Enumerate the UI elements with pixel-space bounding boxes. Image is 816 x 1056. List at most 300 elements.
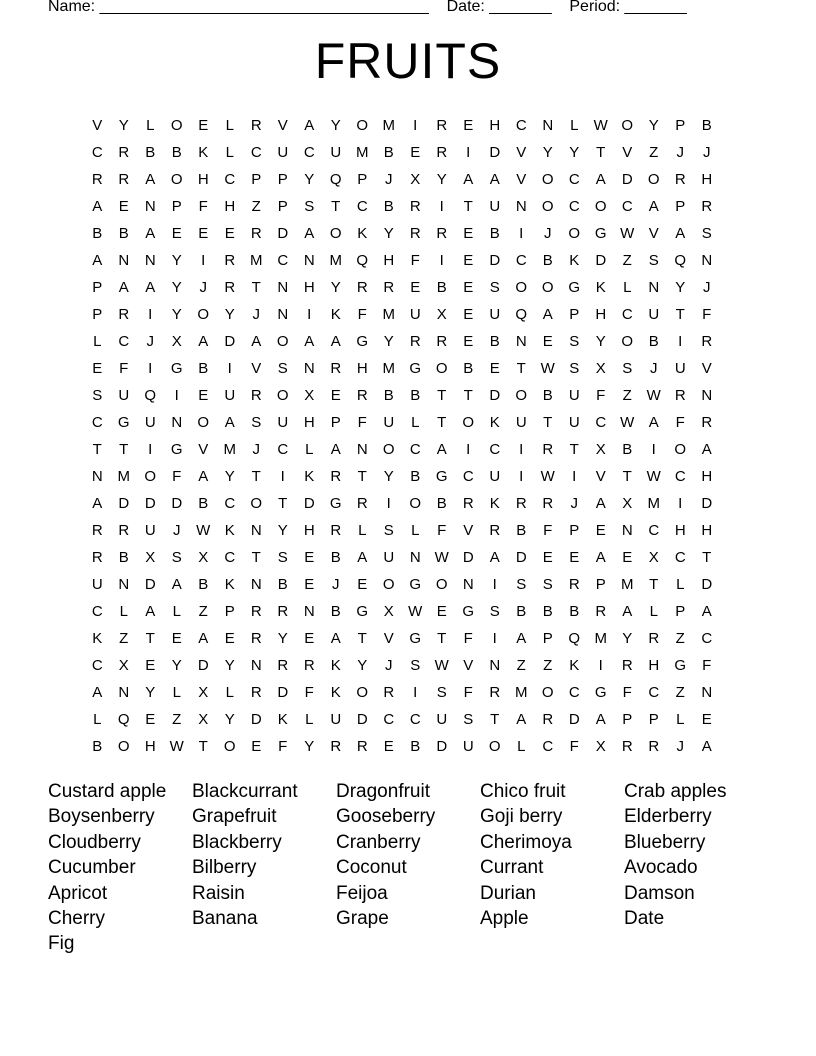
grid-cell[interactable]: T [331, 198, 341, 215]
grid-cell[interactable]: U [277, 144, 289, 161]
grid-cell[interactable]: O [223, 738, 236, 755]
grid-cell[interactable]: R [91, 549, 103, 566]
grid-cell[interactable]: R [250, 603, 262, 620]
grid-cell[interactable]: X [595, 738, 606, 755]
grid-cell[interactable]: X [410, 171, 421, 188]
grid-cell[interactable]: G [409, 360, 422, 377]
grid-cell[interactable]: R [356, 495, 368, 512]
grid-cell[interactable]: K [92, 630, 103, 647]
grid-cell[interactable]: C [701, 630, 713, 647]
grid-cell[interactable]: E [622, 549, 633, 566]
name-blank[interactable]: _____________________________________ [99, 0, 429, 15]
grid-cell[interactable]: R [383, 279, 395, 296]
grid-cell[interactable]: U [144, 522, 156, 539]
grid-cell[interactable]: I [148, 306, 153, 323]
grid-cell[interactable]: R [250, 630, 262, 647]
grid-cell[interactable]: T [278, 495, 288, 512]
grid-cell[interactable]: W [540, 360, 555, 377]
grid-cell[interactable]: Y [171, 279, 182, 296]
grid-cell[interactable]: R [409, 198, 421, 215]
grid-cell[interactable]: J [544, 225, 552, 242]
grid-cell[interactable]: S [489, 603, 500, 620]
grid-cell[interactable]: S [410, 657, 421, 674]
grid-cell[interactable]: U [489, 198, 501, 215]
grid-cell[interactable]: E [171, 630, 182, 647]
grid-cell[interactable]: E [304, 630, 315, 647]
grid-cell[interactable]: U [91, 576, 103, 593]
grid-cell[interactable]: L [146, 117, 155, 134]
grid-cell[interactable]: O [594, 198, 607, 215]
grid-cell[interactable]: R [436, 333, 448, 350]
grid-cell[interactable]: C [674, 549, 686, 566]
grid-cell[interactable]: C [674, 468, 686, 485]
grid-cell[interactable]: O [488, 738, 501, 755]
grid-cell[interactable]: Y [648, 117, 659, 134]
grid-cell[interactable]: W [408, 603, 423, 620]
grid-cell[interactable]: F [304, 684, 314, 701]
grid-cell[interactable]: B [463, 360, 474, 377]
grid-cell[interactable]: Y [595, 333, 606, 350]
grid-cell[interactable]: F [702, 306, 712, 323]
grid-cell[interactable]: W [434, 657, 449, 674]
grid-cell[interactable]: C [91, 603, 103, 620]
grid-cell[interactable]: C [409, 441, 421, 458]
grid-cell[interactable]: F [198, 198, 208, 215]
grid-cell[interactable]: L [570, 117, 579, 134]
grid-cell[interactable]: R [436, 117, 448, 134]
grid-cell[interactable]: X [436, 306, 447, 323]
grid-cell[interactable]: A [92, 198, 103, 215]
grid-cell[interactable]: B [145, 144, 156, 161]
grid-cell[interactable]: K [224, 576, 235, 593]
grid-cell[interactable]: V [251, 360, 262, 377]
grid-cell[interactable]: A [701, 603, 712, 620]
grid-cell[interactable]: P [224, 603, 235, 620]
grid-cell[interactable]: C [224, 495, 236, 512]
grid-cell[interactable]: D [701, 576, 713, 593]
grid-cell[interactable]: R [118, 144, 130, 161]
grid-cell[interactable]: A [622, 603, 633, 620]
grid-cell[interactable]: U [568, 414, 580, 431]
grid-cell[interactable]: D [436, 738, 448, 755]
grid-cell[interactable]: M [117, 468, 130, 485]
grid-cell[interactable]: L [676, 576, 685, 593]
grid-cell[interactable]: G [435, 468, 448, 485]
grid-cell[interactable]: A [701, 738, 712, 755]
grid-cell[interactable]: I [307, 306, 312, 323]
grid-cell[interactable]: U [515, 414, 527, 431]
grid-cell[interactable]: N [701, 684, 713, 701]
grid-cell[interactable]: E [304, 549, 315, 566]
grid-cell[interactable]: A [330, 441, 341, 458]
grid-cell[interactable]: N [515, 333, 527, 350]
grid-cell[interactable]: E [489, 360, 500, 377]
grid-cell[interactable]: M [250, 252, 263, 269]
grid-cell[interactable]: V [648, 225, 659, 242]
grid-cell[interactable]: U [224, 387, 236, 404]
grid-cell[interactable]: O [621, 117, 634, 134]
grid-cell[interactable]: F [675, 414, 685, 431]
grid-cell[interactable]: S [648, 252, 659, 269]
grid-cell[interactable]: L [172, 603, 181, 620]
grid-cell[interactable]: K [304, 468, 315, 485]
grid-cell[interactable]: A [145, 225, 156, 242]
grid-cell[interactable]: C [568, 171, 580, 188]
grid-cell[interactable]: U [648, 306, 660, 323]
grid-cell[interactable]: A [304, 333, 315, 350]
grid-cell[interactable]: E [542, 333, 553, 350]
grid-cell[interactable]: E [410, 279, 421, 296]
grid-cell[interactable]: Y [224, 711, 235, 728]
grid-cell[interactable]: Q [674, 252, 687, 269]
grid-cell[interactable]: P [542, 630, 553, 647]
grid-cell[interactable]: B [383, 387, 394, 404]
grid-cell[interactable]: A [595, 711, 606, 728]
grid-cell[interactable]: S [463, 711, 474, 728]
grid-cell[interactable]: D [356, 711, 368, 728]
grid-cell[interactable]: N [701, 252, 713, 269]
grid-cell[interactable]: E [463, 252, 474, 269]
grid-cell[interactable]: V [516, 144, 527, 161]
grid-cell[interactable]: E [251, 738, 262, 755]
grid-cell[interactable]: U [330, 144, 342, 161]
grid-cell[interactable]: S [383, 522, 394, 539]
grid-cell[interactable]: D [489, 252, 501, 269]
grid-cell[interactable]: C [277, 441, 289, 458]
grid-cell[interactable]: F [702, 657, 712, 674]
grid-cell[interactable]: S [622, 360, 633, 377]
grid-cell[interactable]: J [146, 333, 154, 350]
grid-cell[interactable]: J [252, 441, 260, 458]
grid-cell[interactable]: Y [357, 657, 368, 674]
grid-cell[interactable]: R [277, 657, 289, 674]
grid-cell[interactable]: I [492, 576, 497, 593]
grid-cell[interactable]: E [145, 711, 156, 728]
grid-cell[interactable]: R [250, 225, 262, 242]
grid-cell[interactable]: K [569, 252, 580, 269]
grid-cell[interactable]: J [385, 171, 393, 188]
grid-cell[interactable]: E [198, 117, 209, 134]
grid-cell[interactable]: B [516, 522, 527, 539]
grid-cell[interactable]: N [303, 252, 315, 269]
grid-cell[interactable]: S [92, 387, 103, 404]
grid-cell[interactable]: E [224, 630, 235, 647]
grid-cell[interactable]: R [330, 468, 342, 485]
grid-cell[interactable]: F [410, 252, 420, 269]
grid-cell[interactable]: D [197, 657, 209, 674]
grid-cell[interactable]: Z [543, 657, 553, 674]
grid-cell[interactable]: D [277, 684, 289, 701]
grid-cell[interactable]: C [568, 684, 580, 701]
grid-cell[interactable]: U [568, 387, 580, 404]
grid-cell[interactable]: I [466, 144, 471, 161]
grid-cell[interactable]: Z [622, 252, 632, 269]
grid-cell[interactable]: C [277, 252, 289, 269]
grid-cell[interactable]: D [277, 225, 289, 242]
grid-cell[interactable]: R [436, 144, 448, 161]
grid-cell[interactable]: R [409, 333, 421, 350]
grid-cell[interactable]: A [489, 171, 500, 188]
grid-cell[interactable]: A [648, 198, 659, 215]
grid-cell[interactable]: S [277, 360, 288, 377]
grid-cell[interactable]: K [569, 657, 580, 674]
grid-cell[interactable]: Y [224, 306, 235, 323]
grid-cell[interactable]: T [702, 549, 712, 566]
grid-cell[interactable]: R [674, 171, 686, 188]
grid-cell[interactable]: N [144, 252, 156, 269]
grid-cell[interactable]: E [330, 387, 341, 404]
grid-cell[interactable]: E [463, 333, 474, 350]
grid-cell[interactable]: H [648, 657, 660, 674]
grid-cell[interactable]: L [225, 144, 234, 161]
grid-cell[interactable]: H [224, 198, 236, 215]
grid-cell[interactable]: Z [622, 387, 632, 404]
grid-cell[interactable]: B [277, 576, 288, 593]
grid-cell[interactable]: D [489, 387, 501, 404]
grid-cell[interactable]: T [569, 441, 579, 458]
grid-cell[interactable]: T [596, 144, 606, 161]
grid-cell[interactable]: R [356, 279, 368, 296]
grid-cell[interactable]: L [93, 711, 102, 728]
grid-cell[interactable]: C [224, 171, 236, 188]
grid-cell[interactable]: O [329, 225, 342, 242]
grid-cell[interactable]: R [542, 711, 554, 728]
grid-cell[interactable]: E [569, 549, 580, 566]
grid-cell[interactable]: S [569, 360, 580, 377]
grid-cell[interactable]: Y [224, 468, 235, 485]
grid-cell[interactable]: Y [145, 684, 156, 701]
grid-cell[interactable]: A [198, 630, 209, 647]
grid-cell[interactable]: A [145, 279, 156, 296]
grid-cell[interactable]: C [621, 306, 633, 323]
grid-cell[interactable]: R [621, 657, 633, 674]
grid-cell[interactable]: R [224, 279, 236, 296]
grid-cell[interactable]: N [515, 198, 527, 215]
grid-cell[interactable]: A [304, 225, 315, 242]
grid-cell[interactable]: D [144, 495, 156, 512]
grid-cell[interactable]: C [409, 711, 421, 728]
grid-cell[interactable]: B [118, 225, 129, 242]
grid-cell[interactable]: M [382, 117, 395, 134]
grid-cell[interactable]: T [490, 711, 500, 728]
grid-cell[interactable]: C [648, 684, 660, 701]
grid-cell[interactable]: U [489, 468, 501, 485]
grid-cell[interactable]: A [145, 603, 156, 620]
grid-cell[interactable]: A [675, 225, 686, 242]
grid-cell[interactable]: O [250, 495, 263, 512]
grid-cell[interactable]: G [594, 684, 607, 701]
grid-cell[interactable]: F [463, 630, 473, 647]
grid-cell[interactable]: T [543, 414, 553, 431]
grid-cell[interactable]: F [622, 684, 632, 701]
grid-cell[interactable]: N [648, 279, 660, 296]
grid-cell[interactable]: K [330, 657, 341, 674]
grid-cell[interactable]: B [489, 333, 500, 350]
grid-cell[interactable]: S [542, 576, 553, 593]
grid-cell[interactable]: C [515, 117, 527, 134]
grid-cell[interactable]: V [277, 117, 288, 134]
grid-cell[interactable]: B [701, 117, 712, 134]
grid-cell[interactable]: L [305, 711, 314, 728]
grid-cell[interactable]: C [91, 144, 103, 161]
grid-cell[interactable]: X [595, 360, 606, 377]
grid-cell[interactable]: Q [144, 387, 157, 404]
grid-cell[interactable]: R [118, 306, 130, 323]
grid-cell[interactable]: X [304, 387, 315, 404]
grid-cell[interactable]: I [519, 468, 524, 485]
grid-cell[interactable]: L [305, 441, 314, 458]
grid-cell[interactable]: O [197, 306, 210, 323]
grid-cell[interactable]: T [119, 441, 129, 458]
grid-cell[interactable]: I [678, 333, 683, 350]
grid-cell[interactable]: R [568, 576, 580, 593]
grid-cell[interactable]: O [674, 441, 687, 458]
grid-cell[interactable]: R [648, 738, 660, 755]
grid-cell[interactable]: W [646, 387, 661, 404]
grid-cell[interactable]: T [649, 576, 659, 593]
grid-cell[interactable]: P [569, 522, 580, 539]
grid-cell[interactable]: T [198, 738, 208, 755]
grid-cell[interactable]: G [674, 657, 687, 674]
grid-cell[interactable]: R [277, 603, 289, 620]
grid-cell[interactable]: A [436, 441, 447, 458]
grid-cell[interactable]: U [118, 387, 130, 404]
grid-cell[interactable]: E [198, 225, 209, 242]
grid-cell[interactable]: O [276, 387, 289, 404]
grid-cell[interactable]: A [198, 333, 209, 350]
grid-cell[interactable]: N [303, 603, 315, 620]
grid-cell[interactable]: R [250, 684, 262, 701]
grid-cell[interactable]: E [463, 306, 474, 323]
grid-cell[interactable]: E [595, 522, 606, 539]
grid-cell[interactable]: D [568, 711, 580, 728]
grid-cell[interactable]: L [649, 603, 658, 620]
grid-cell[interactable]: Z [198, 603, 208, 620]
grid-cell[interactable]: U [489, 306, 501, 323]
grid-cell[interactable]: J [570, 495, 578, 512]
grid-cell[interactable]: N [277, 279, 289, 296]
grid-cell[interactable]: E [171, 225, 182, 242]
grid-cell[interactable]: K [330, 684, 341, 701]
grid-cell[interactable]: L [119, 603, 128, 620]
grid-cell[interactable]: X [595, 441, 606, 458]
grid-cell[interactable]: Y [330, 279, 341, 296]
grid-cell[interactable]: E [463, 117, 474, 134]
grid-cell[interactable]: M [515, 684, 528, 701]
grid-cell[interactable]: E [92, 360, 103, 377]
grid-cell[interactable]: R [515, 495, 527, 512]
grid-cell[interactable]: O [541, 198, 554, 215]
grid-cell[interactable]: E [410, 144, 421, 161]
grid-cell[interactable]: K [224, 522, 235, 539]
grid-cell[interactable]: J [173, 522, 181, 539]
grid-cell[interactable]: A [171, 576, 182, 593]
grid-cell[interactable]: S [277, 549, 288, 566]
grid-cell[interactable]: Y [436, 171, 447, 188]
grid-cell[interactable]: P [330, 414, 341, 431]
grid-cell[interactable]: E [145, 657, 156, 674]
grid-cell[interactable]: V [463, 522, 474, 539]
grid-cell[interactable]: B [410, 738, 421, 755]
grid-cell[interactable]: I [227, 360, 232, 377]
grid-cell[interactable]: X [171, 333, 182, 350]
grid-cell[interactable]: U [383, 414, 395, 431]
grid-cell[interactable]: T [357, 630, 367, 647]
grid-cell[interactable]: S [489, 279, 500, 296]
grid-cell[interactable]: P [357, 171, 368, 188]
grid-cell[interactable]: P [277, 171, 288, 188]
grid-cell[interactable]: P [277, 198, 288, 215]
grid-cell[interactable]: B [622, 441, 633, 458]
grid-cell[interactable]: A [251, 333, 262, 350]
grid-cell[interactable]: A [304, 117, 315, 134]
grid-cell[interactable]: I [466, 441, 471, 458]
grid-cell[interactable]: O [382, 576, 395, 593]
grid-cell[interactable]: K [489, 495, 500, 512]
grid-cell[interactable]: C [118, 333, 130, 350]
grid-cell[interactable]: D [144, 576, 156, 593]
grid-cell[interactable]: J [199, 279, 207, 296]
grid-cell[interactable]: U [462, 738, 474, 755]
grid-cell[interactable]: J [252, 306, 260, 323]
grid-cell[interactable]: A [516, 630, 527, 647]
grid-cell[interactable]: O [541, 171, 554, 188]
grid-cell[interactable]: N [409, 549, 421, 566]
grid-cell[interactable]: X [145, 549, 156, 566]
grid-cell[interactable]: H [383, 252, 395, 269]
grid-cell[interactable]: C [621, 198, 633, 215]
grid-cell[interactable]: E [118, 198, 129, 215]
grid-cell[interactable]: A [463, 171, 474, 188]
grid-cell[interactable]: T [251, 279, 261, 296]
grid-cell[interactable]: C [489, 441, 501, 458]
grid-cell[interactable]: Q [329, 171, 342, 188]
grid-cell[interactable]: O [170, 171, 183, 188]
grid-cell[interactable]: N [118, 684, 130, 701]
grid-cell[interactable]: V [198, 441, 209, 458]
grid-cell[interactable]: A [516, 711, 527, 728]
grid-cell[interactable]: R [436, 225, 448, 242]
grid-cell[interactable]: E [701, 711, 712, 728]
grid-cell[interactable]: G [329, 495, 342, 512]
grid-cell[interactable]: B [383, 198, 394, 215]
grid-cell[interactable]: N [118, 252, 130, 269]
grid-cell[interactable]: N [701, 387, 713, 404]
grid-cell[interactable]: W [540, 468, 555, 485]
grid-cell[interactable]: A [595, 495, 606, 512]
grid-cell[interactable]: M [382, 306, 395, 323]
grid-cell[interactable]: D [701, 495, 713, 512]
grid-cell[interactable]: A [92, 252, 103, 269]
grid-cell[interactable]: P [675, 603, 686, 620]
grid-cell[interactable]: N [250, 657, 262, 674]
grid-cell[interactable]: I [572, 468, 577, 485]
grid-cell[interactable]: T [675, 306, 685, 323]
grid-cell[interactable]: V [463, 657, 474, 674]
grid-cell[interactable]: N [250, 522, 262, 539]
grid-cell[interactable]: M [356, 144, 369, 161]
grid-cell[interactable]: I [201, 252, 206, 269]
grid-cell[interactable]: A [542, 306, 553, 323]
grid-cell[interactable]: N [118, 576, 130, 593]
grid-cell[interactable]: B [542, 603, 553, 620]
grid-cell[interactable]: Y [171, 252, 182, 269]
grid-cell[interactable]: C [303, 144, 315, 161]
grid-cell[interactable]: N [91, 468, 103, 485]
grid-cell[interactable]: P [171, 198, 182, 215]
grid-cell[interactable]: I [678, 495, 683, 512]
grid-cell[interactable]: O [515, 387, 528, 404]
